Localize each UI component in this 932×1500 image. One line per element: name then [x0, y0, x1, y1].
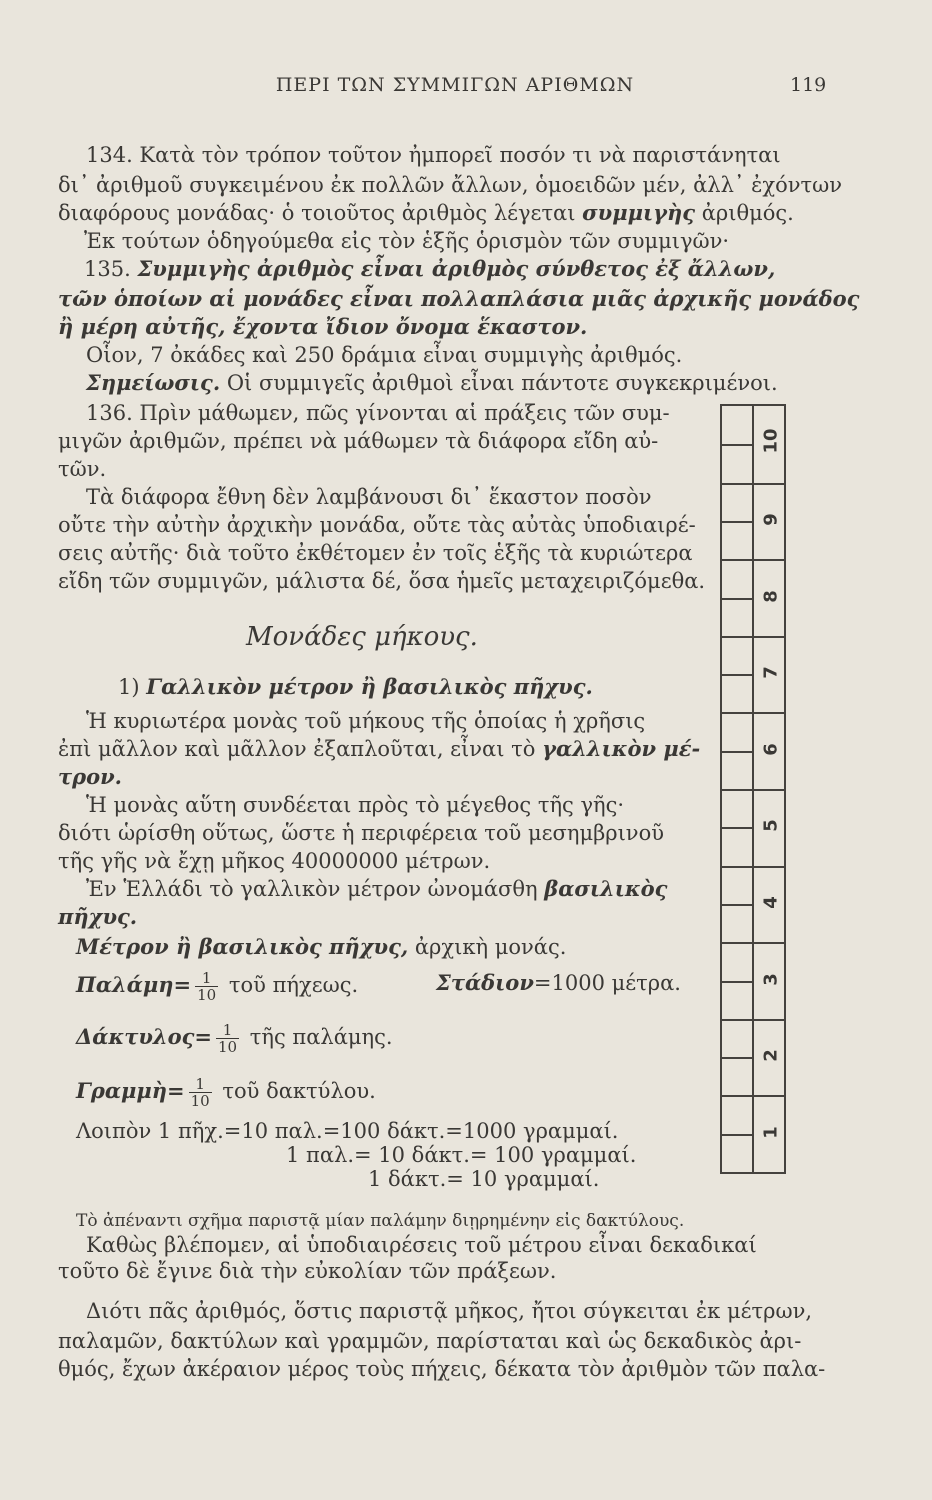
ruler-label: 3: [760, 972, 782, 986]
ruler-division-line: [722, 866, 784, 868]
paragraph-136-line-2: μιγῶν ἀριθμῶν, πρέπει νὰ μάθωμεν τὰ διάφορα εἴδη αὐ-: [58, 429, 659, 453]
metre-line-2: ἐπὶ μᾶλλον καὶ μᾶλλον ἐξαπλοῦται, εἶναι τὸ γαλλικὸν μέ-: [58, 736, 701, 761]
paragraph-135-line-2: τῶν ὁποίων αἱ μονάδες εἶναι πολλαπλάσια μιᾶς ἀρχικῆς μονάδος: [58, 286, 860, 311]
final-line-4: παλαμῶν, δακτύλων καὶ γραμμῶν, παρίσταται καὶ ὡς δεκαδικὸς ἀρι-: [58, 1329, 802, 1353]
definition-daktylos: Δάκτυλος= $\frac{1}{10}$ τῆς παλάμης.: [76, 1021, 393, 1056]
ruler-division-line: [722, 712, 784, 714]
ruler-label: 5: [760, 819, 782, 833]
paragraph-134-line-1: 134. Κατὰ τὸν τρόπον τοῦτον ἠμπορεῖ ποσόν τι νὰ παριστάνηται: [86, 143, 781, 167]
definition-grammi: Γραμμὴ= $\frac{1}{10}$ τοῦ δακτύλου.: [76, 1075, 376, 1110]
paragraph-135-line-5: Σημείωσις. Οἱ συμμιγεῖς ἀριθμοὶ εἶναι πάντοτε συγκεκριμένοι.: [86, 370, 778, 395]
final-line-1: Καθὼς βλέπομεν, αἱ ὑποδιαιρέσεις τοῦ μέτρου εἶναι δεκαδικαί: [86, 1233, 757, 1257]
ruler-division-line: [722, 636, 784, 638]
paragraph-135-line-3: ἢ μέρη αὐτῆς, ἔχοντα ἴδιον ὄνομα ἕκαστον.: [58, 314, 588, 339]
metre-line-8: πῆχυς.: [58, 904, 138, 929]
paragraph-136-line-6: σεις αὐτῆς· διὰ τοῦτο ἐκθέτομεν ἐν τοῖς ἑξῆς τὰ κυριώτερα: [58, 541, 693, 565]
ruler-label: 10: [760, 428, 782, 454]
equivalence-line-3: 1 δάκτ.= 10 γραμμαί.: [368, 1167, 600, 1191]
metre-line-6: τῆς γῆς νὰ ἔχῃ μῆκος 40000000 μέτρων.: [58, 849, 491, 873]
ruler-half-tick: [722, 598, 752, 600]
ruler-division-line: [722, 789, 784, 791]
metre-line-4: Ἡ μονὰς αὕτη συνδέεται πρὸς τὸ μέγεθος τῆς γῆς·: [86, 793, 625, 817]
final-line-5: θμός, ἔχων ἀκέραιον μέρος τοὺς πήχεις, δέκατα τὸν ἀριθμὸν τῶν παλα-: [58, 1357, 826, 1381]
running-header: ΠΕΡΙ ΤΩΝ ΣΥΜΜΙΓΩΝ ΑΡΙΘΜΩΝ: [275, 74, 635, 96]
ruler-label: 8: [760, 589, 782, 603]
paragraph-136-line-4: Τὰ διάφορα ἔθνη δὲν λαμβάνουσι δι᾽ ἕκαστον ποσὸν: [86, 485, 652, 509]
final-line-2: τοῦτο δὲ ἔγινε διὰ τὴν εὐκολίαν τῶν πράξεων.: [58, 1259, 557, 1283]
ruler-label: 7: [760, 666, 782, 679]
ruler-half-tick: [722, 1057, 752, 1059]
final-line-3: Διότι πᾶς ἀριθμός, ὅστις παριστᾷ μῆκος, ἤτοι σύγκειται ἐκ μέτρων,: [86, 1299, 813, 1323]
ruler-label: 1: [760, 1125, 782, 1139]
metre-line-1: Ἡ κυριωτέρα μονὰς τοῦ μήκους τῆς ὁποίας ἡ χρῆσις: [86, 709, 646, 733]
paragraph-136-line-3: τῶν.: [58, 457, 107, 481]
ruler-half-tick: [722, 827, 752, 829]
ruler-half-tick: [722, 904, 752, 906]
metre-line-7: Ἐν Ἑλλάδι τὸ γαλλικὸν μέτρον ὠνομάσθη βασιλικὸς: [86, 876, 668, 901]
paragraph-135-line-4: Οἷον, 7 ὀκάδες καὶ 250 δράμια εἶναι συμμιγὴς ἀριθμός.: [86, 343, 683, 367]
metre-line-3: τρον.: [58, 764, 122, 789]
metre-line-5: διότι ὡρίσθη οὕτως, ὥστε ἡ περιφέρεια τοῦ μεσημβρινοῦ: [58, 821, 664, 845]
figure-caption: Τὸ ἀπέναντι σχῆμα παριστᾷ μίαν παλάμην διῃρημένην εἰς δακτύλους.: [76, 1211, 685, 1231]
equivalence-line-2: 1 παλ.= 10 δάκτ.= 100 γραμμαί.: [286, 1143, 637, 1167]
definition-metre: Μέτρον ἢ βασιλικὸς πῆχυς, ἀρχικὴ μονάς.: [76, 934, 567, 959]
ruler-label: 6: [760, 742, 782, 756]
paragraph-136-line-5: οὔτε τὴν αὐτὴν ἀρχικὴν μονάδα, οὔτε τὰς αὐτὰς ὑποδιαιρέ-: [58, 513, 696, 537]
ruler-half-tick: [722, 1134, 752, 1136]
paragraph-135-line-1: 135. Συμμιγὴς ἀριθμὸς εἶναι ἀριθμὸς σύνθετος ἐξ ἄλλων,: [84, 256, 776, 281]
page-number: 119: [790, 74, 827, 96]
paragraph-136-line-7: εἴδη τῶν συμμιγῶν, μάλιστα δέ, ὅσα ἡμεῖς μεταχειριζόμεθα.: [58, 569, 706, 593]
ruler-half-tick: [722, 521, 752, 523]
equivalence-line-1: Λοιπὸν 1 πῆχ.=10 παλ.=100 δάκτ.=1000 γραμμαί.: [76, 1119, 619, 1143]
subsection-title: 1) Γαλλικὸν μέτρον ἢ βασιλικὸς πῆχυς.: [118, 674, 593, 699]
ruler-division-line: [722, 1019, 784, 1021]
ruler-half-tick: [722, 674, 752, 676]
paragraph-134-line-4: Ἐκ τούτων ὁδηγούμεθα εἰς τὸν ἑξῆς ὁρισμὸν τῶν συμμιγῶν·: [84, 229, 730, 253]
paragraph-134-line-3: διαφόρους μονάδας· ὁ τοιοῦτος ἀριθμὸς λέγεται συμμιγὴς ἀριθμός.: [58, 200, 794, 225]
definition-palami: Παλάμη= $\frac{1}{10}$ τοῦ πήχεως.: [76, 969, 359, 1004]
fraction-daktylos: $\frac{1}{10}$: [218, 1021, 238, 1056]
section-heading: Μονάδες μήκους.: [246, 622, 478, 652]
paragraph-136-line-1: 136. Πρὶν μάθωμεν, πῶς γίνονται αἱ πράξεις τῶν συμ-: [86, 401, 670, 425]
ruler-label: 4: [760, 896, 782, 909]
ruler-division-line: [722, 1095, 784, 1097]
ruler-label: 2: [760, 1049, 782, 1062]
ruler-division-line: [722, 483, 784, 485]
ruler-half-tick: [722, 981, 752, 983]
fraction-palami: $\frac{1}{10}$: [197, 969, 217, 1004]
ruler-label: 9: [760, 513, 782, 526]
definition-stadion: Στάδιον=1000 μέτρα.: [436, 970, 681, 995]
paragraph-134-line-2: δι᾽ ἀριθμοῦ συγκειμένου ἐκ πολλῶν ἄλλων, ὁμοειδῶν μέν, ἀλλ᾽ ἐχόντων: [58, 173, 842, 197]
ruler-division-line: [722, 942, 784, 944]
fraction-grammi: $\frac{1}{10}$: [190, 1075, 210, 1110]
ruler-division-line: [722, 559, 784, 561]
ruler-half-tick: [722, 444, 752, 446]
ruler-half-tick: [722, 751, 752, 753]
palm-ruler-figure: [720, 404, 786, 1174]
